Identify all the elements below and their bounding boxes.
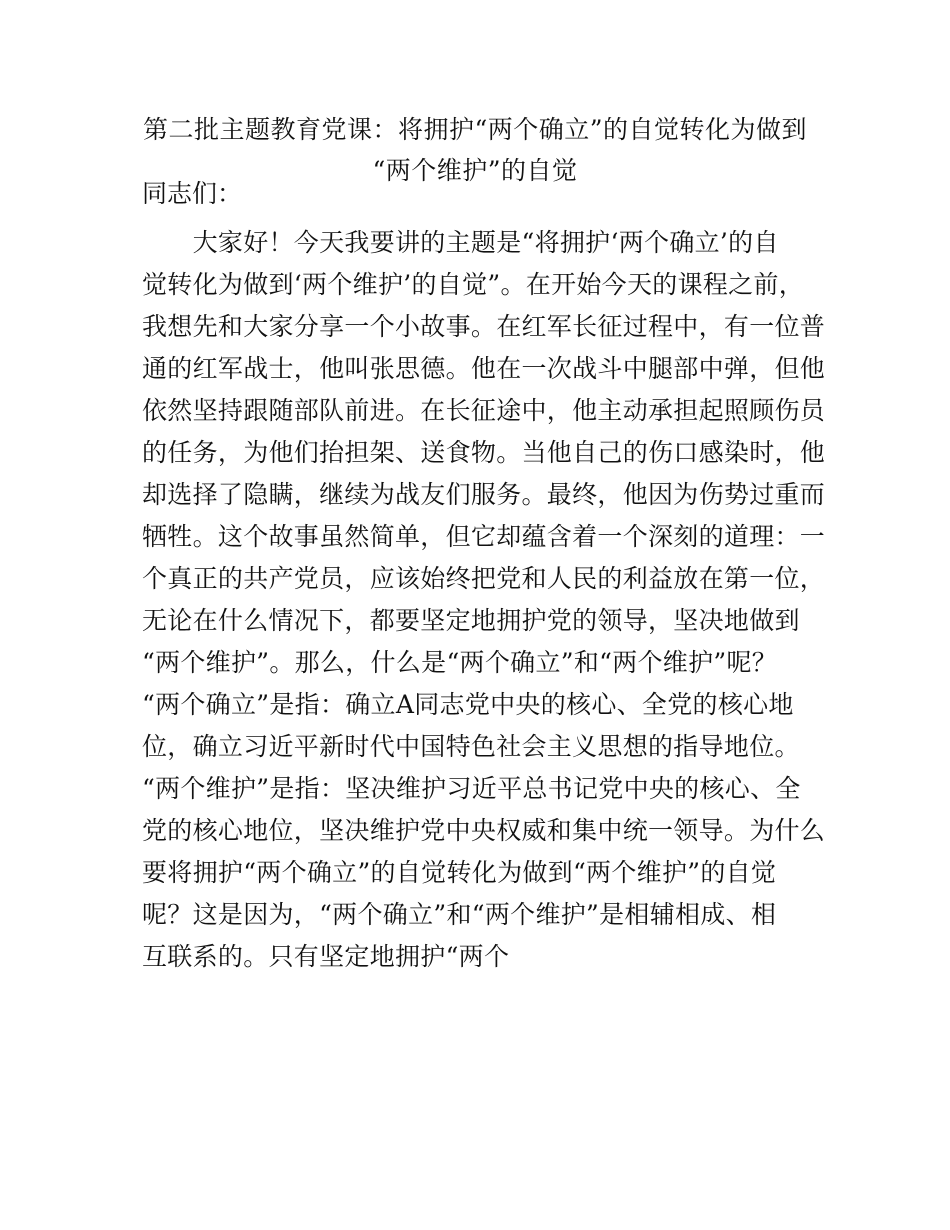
title-line-1: 第二批主题教育党课：将拥护“两个确立”的自觉转化为做到 xyxy=(142,115,808,144)
body-line-11: “两个维护”。那么，什么是“两个确立”和“两个维护”呢？ xyxy=(142,648,778,677)
body-line-6: 的任务，为他们抬担架、送食物。当他自己的伤口感染时，他 xyxy=(142,438,826,467)
body-line-15: 党的核心地位，坚决维护党中央权威和集中统一领导。为什么 xyxy=(142,816,826,845)
body-line-16: 要将拥护“两个确立”的自觉转化为做到“两个维护”的自觉 xyxy=(142,858,777,887)
body-line-12: “两个确立”是指：确立A同志党中央的核心、全党的核心地 xyxy=(142,690,794,719)
title-line-2: “两个维护”的自觉 xyxy=(372,156,578,185)
body-line-8: 牺牲。这个故事虽然简单，但它却蕴含着一个深刻的道理：一 xyxy=(142,522,826,551)
body-line-5: 依然坚持跟随部队前进。在长征途中，他主动承担起照顾伤员 xyxy=(142,396,826,425)
body-line-2: 觉转化为做到‘两个维护’的自觉”。在开始今天的课程之前， xyxy=(142,270,805,299)
salutation: 同志们： xyxy=(142,179,243,208)
body-line-3: 我想先和大家分享一个小故事。在红军长征过程中，有一位普 xyxy=(142,312,826,341)
body-line-9: 个真正的共产党员，应该始终把党和人民的利益放在第一位， xyxy=(142,564,826,593)
body-line-18: 互联系的。只有坚定地拥护“两个 xyxy=(142,942,510,971)
body-line-4: 通的红军战士，他叫张思德。他在一次战斗中腿部中弹，但他 xyxy=(142,354,826,383)
body-line-17: 呢？这是因为，“两个确立”和“两个维护”是相辅相成、相 xyxy=(142,900,777,929)
body-line-13: 位，确立习近平新时代中国特色社会主义思想的指导地位。 xyxy=(142,732,800,761)
body-line-1: 大家好！今天我要讲的主题是“将拥护‘两个确立’的自 xyxy=(142,228,779,257)
body-line-7: 却选择了隐瞒，继续为战友们服务。最终，他因为伤势过重而 xyxy=(142,480,826,509)
body-line-10: 无论在什么情况下，都要坚定地拥护党的领导，坚决地做到 xyxy=(142,606,800,635)
body-line-14: “两个维护”是指：坚决维护习近平总书记党中央的核心、全 xyxy=(142,774,801,803)
